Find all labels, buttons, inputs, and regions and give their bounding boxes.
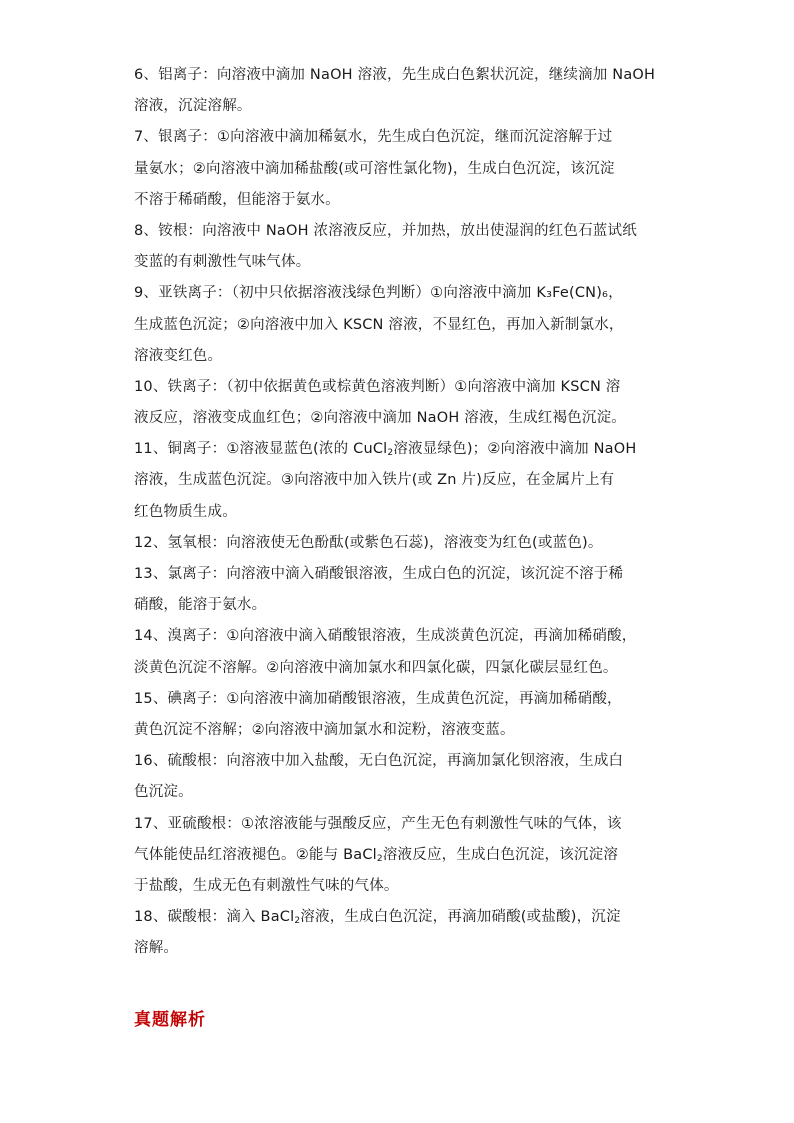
text-segment: 生成蓝色沉淀；②向溶液中加入 KSCN 溶液，不显红色，再加入新制氯水， bbox=[134, 316, 624, 333]
text-line bbox=[134, 216, 664, 247]
text-line bbox=[134, 902, 664, 933]
text-line bbox=[134, 91, 664, 122]
text-line bbox=[134, 933, 664, 964]
document-body bbox=[134, 60, 664, 964]
text-line bbox=[134, 653, 664, 684]
text-line bbox=[134, 122, 664, 153]
text-line bbox=[134, 715, 664, 746]
text-segment: 溶液，生成白色沉淀，再滴加硝酸(或盐酸)，沉淀 bbox=[300, 909, 621, 926]
text-segment: 红色物质生成。 bbox=[134, 503, 237, 520]
text-line bbox=[134, 310, 664, 341]
text-segment: 10、铁离子：（初中依据黄色或棕黄色溶液判断）①向溶液中滴加 KSCN 溶 bbox=[134, 378, 621, 395]
text-segment: 溶液，生成蓝色沉淀。③向溶液中加入铁片(或 Zn 片)反应，在金属片上有 bbox=[134, 472, 615, 489]
text-segment: 12、氢氧根：向溶液使无色酚酞(或紫色石蕊)，溶液变为红色(或蓝色)。 bbox=[134, 534, 603, 551]
text-segment: 气体能使品红溶液褪色。②能与 BaCl bbox=[134, 846, 377, 863]
text-line bbox=[134, 185, 664, 216]
text-line bbox=[134, 840, 664, 871]
text-segment: 于盐酸，生成无色有刺激性气味的气体。 bbox=[134, 877, 399, 894]
text-segment: 15、碘离子：①向溶液中滴加硝酸银溶液，生成黄色沉淀，再滴加稀硝酸， bbox=[134, 690, 622, 707]
text-line bbox=[134, 372, 664, 403]
text-segment: 溶解。 bbox=[134, 940, 179, 957]
text-segment: 溶液变红色。 bbox=[134, 347, 223, 364]
text-segment: 液反应，溶液变成血红色；②向溶液中滴加 NaOH 溶液，生成红褐色沉淀。 bbox=[134, 410, 626, 427]
text-segment: 溶液，沉淀溶解。 bbox=[134, 98, 252, 115]
text-line bbox=[134, 465, 664, 496]
subscript: 2 bbox=[387, 448, 394, 459]
text-line bbox=[134, 871, 664, 902]
text-line bbox=[134, 684, 664, 715]
subscript: 2 bbox=[294, 916, 301, 927]
subscript: 2 bbox=[376, 853, 383, 864]
text-line bbox=[134, 278, 664, 309]
text-segment: 淡黄色沉淀不溶解。②向溶液中滴加氯水和四氯化碳，四氯化碳层显红色。 bbox=[134, 659, 618, 676]
text-segment: 变蓝的有刺激性气味气体。 bbox=[134, 254, 311, 271]
text-segment: 溶液反应，生成白色沉淀，该沉淀溶 bbox=[382, 846, 619, 863]
text-segment: 17、亚硫酸根：①浓溶液能与强酸反应，产生无色有刺激性气味的气体，该 bbox=[134, 815, 622, 832]
text-segment: 14、溴离子：①向溶液中滴入硝酸银溶液，生成淡黄色沉淀，再滴加稀硝酸， bbox=[134, 628, 637, 645]
text-line bbox=[134, 590, 664, 621]
section-heading: 真题解析 bbox=[134, 1010, 206, 1030]
text-line bbox=[134, 621, 664, 652]
text-segment: 7、银离子：①向溶液中滴加稀氨水，先生成白色沉淀，继而沉淀溶解于过 bbox=[134, 129, 613, 146]
text-segment: 6、铝离子：向溶液中滴加 NaOH 溶液，先生成白色絮状沉淀，继续滴加 NaOH bbox=[134, 67, 656, 83]
text-line bbox=[134, 60, 664, 91]
text-segment: 黄色沉淀不溶解；②向溶液中滴加氯水和淀粉，溶液变蓝。 bbox=[134, 721, 515, 738]
text-line bbox=[134, 559, 664, 590]
text-segment: 量氨水；②向溶液中滴加稀盐酸(或可溶性氯化物)，生成白色沉淀，该沉淀 bbox=[134, 160, 615, 177]
text-line bbox=[134, 154, 664, 185]
text-segment: 硝酸，能溶于氨水。 bbox=[134, 597, 267, 614]
text-line bbox=[134, 497, 664, 528]
text-segment: 16、硫酸根：向溶液中加入盐酸，无白色沉淀，再滴加氯化钡溶液，生成白 bbox=[134, 753, 624, 770]
text-line bbox=[134, 809, 664, 840]
text-line bbox=[134, 434, 664, 465]
text-segment: 8、铵根：向溶液中 NaOH 浓溶液反应，并加热，放出使湿润的红色石蓝试纸 bbox=[134, 222, 637, 239]
text-segment: 9、亚铁离子：（初中只依据溶液浅绿色判断）①向溶液中滴加 K₃Fe(CN)₆， bbox=[134, 285, 623, 302]
text-line bbox=[134, 777, 664, 808]
text-segment: 11、铜离子：①溶液显蓝色(浓的 CuCl bbox=[134, 441, 388, 458]
text-segment: 色沉淀。 bbox=[134, 784, 193, 801]
text-segment: 不溶于稀硝酸，但能溶于氨水。 bbox=[134, 191, 340, 208]
text-line bbox=[134, 341, 664, 372]
text-line bbox=[134, 247, 664, 278]
text-segment: 18、碳酸根：滴入 BaCl bbox=[134, 909, 295, 926]
text-line bbox=[134, 746, 664, 777]
text-segment: 13、氯离子：向溶液中滴入硝酸银溶液，生成白色的沉淀，该沉淀不溶于稀 bbox=[134, 566, 624, 582]
text-line bbox=[134, 403, 664, 434]
text-segment: 溶液显绿色)；②向溶液中滴加 NaOH bbox=[393, 441, 637, 458]
text-line bbox=[134, 528, 664, 559]
